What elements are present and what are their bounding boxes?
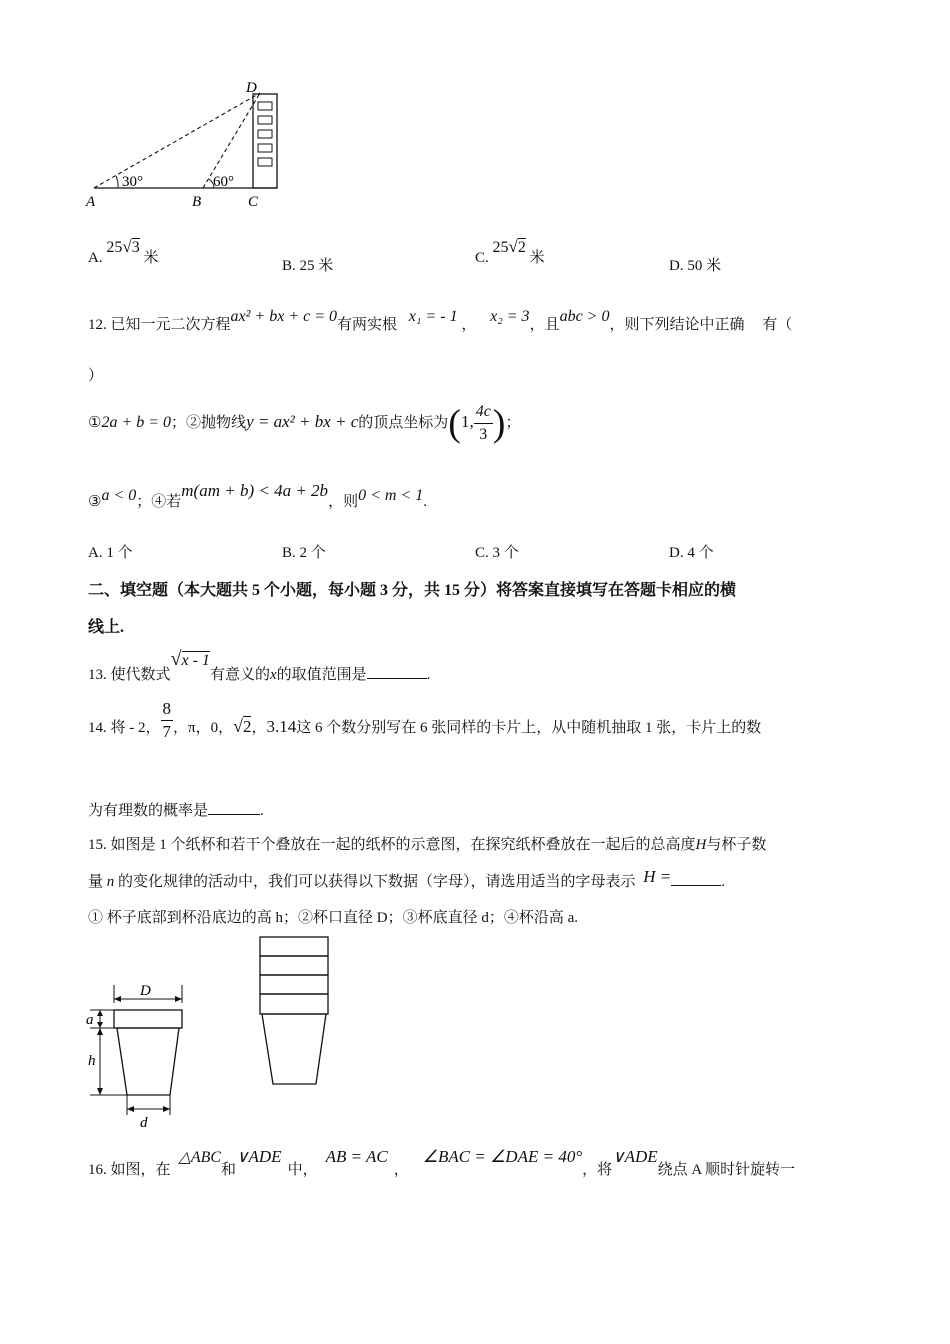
q12-s2-text: 的顶点坐标为 (358, 415, 449, 431)
q11-option-c-label: C. (475, 250, 489, 266)
q11-option-c-value: 25 (492, 239, 509, 256)
q12-s4-then: ，则 (328, 494, 359, 510)
q12-option-a: A. 1 个 (88, 545, 133, 561)
q12-text-tail: 有（ (762, 317, 793, 333)
q15-text-line1b: 与杯子数 (706, 837, 767, 853)
q14-comma: ， (251, 720, 267, 736)
left-paren: ( (448, 402, 461, 445)
q12-root-x2: x₂ = 3 (490, 308, 530, 325)
q14-text: 这 6 个数分别写在 6 张同样的卡片上，从中随机抽取 1 张，卡片上的数 (296, 720, 762, 736)
q15-line1 (88, 833, 766, 854)
q12-s4-end: . (423, 494, 427, 510)
label-d-upper: D (140, 983, 151, 999)
q12-text-then: ，则下列结论中正确 (609, 317, 745, 333)
q11-option-a-radicand: 3 (131, 239, 140, 256)
q12-s1-separator: ；②抛物线 (171, 415, 247, 431)
q16-equal-sides: AB = AC (325, 1147, 388, 1166)
q15-line2 (88, 867, 726, 891)
q12-statement-1-2 (88, 400, 520, 446)
q12-option-c: C. 3 个 (475, 545, 519, 561)
q12-separator: ， (461, 317, 477, 333)
q15-text-line1: 15. 如图是 1 个纸杯和若干个叠放在一起的纸杯的示意图，在探究纸杯叠放在一起后的总高度 (88, 837, 696, 853)
q12-s2-fraction (474, 401, 493, 446)
q13-answer-blank[interactable] (367, 678, 427, 679)
q12-option-d: D. 4 个 (669, 545, 714, 561)
q12-s2-numerator: 4c (474, 401, 493, 424)
q11-option-c (475, 237, 545, 267)
angle-a-label: 30° (122, 174, 143, 190)
sqrt-symbol: √ (233, 716, 243, 736)
q16-and: 和 (221, 1162, 237, 1178)
q16-separator: ， (393, 1162, 409, 1178)
q15-var-h: H (695, 837, 707, 853)
q14-list: ，π，0， (173, 720, 234, 736)
q16-triangle-ade-2: ∨ADE (612, 1147, 658, 1166)
label-h: h (88, 1053, 96, 1069)
q14-numerator: 8 (161, 698, 174, 721)
q12-text-and: ，且 (529, 317, 560, 333)
point-b-label: B (192, 194, 202, 210)
q14-denominator: 7 (162, 722, 171, 742)
q11-option-c-unit: 米 (529, 250, 545, 266)
q14-text-line2: 为有理数的概率是 (88, 803, 209, 819)
q15-text-line2b: 的变化规律的活动中，我们可以获得以下数据（字母），请选用适当的字母表示 (118, 874, 636, 890)
q12-stem (88, 305, 793, 333)
q15-answer-blank[interactable] (671, 885, 721, 886)
q14-prefix: 14. 将 - 2， (88, 720, 161, 736)
q15-text-line2a: 量 (88, 874, 104, 890)
q16-prefix: 16. 如图，在 (88, 1162, 171, 1178)
q15-line3: ① 杯子底部到杯沿底边的高 h；②杯口直径 D；③杯底直径 d；④杯沿高 a. (88, 910, 578, 926)
q12-s3-expression: a < 0 (101, 487, 137, 504)
q14-radicand: 2 (242, 717, 252, 736)
q11-option-a-label: A. (88, 250, 103, 266)
q14-line2 (88, 799, 264, 820)
q12-condition: abc > 0 (559, 308, 610, 325)
q12-s3-separator: ；④若 (136, 494, 182, 510)
q12-s2-denominator: 3 (479, 426, 488, 444)
q13-prefix: 13. 使代数式 (88, 667, 171, 683)
q16-equal-angles: ∠BAC = ∠DAE = 40° (422, 1147, 583, 1166)
q11-option-c-radicand: 2 (517, 239, 526, 256)
q14-answer-blank[interactable] (208, 814, 260, 815)
q14-fraction (161, 698, 174, 743)
q12-prefix: 12. 已知一元二次方程 (88, 317, 231, 333)
label-a: a (86, 1012, 94, 1028)
q13-end: . (426, 667, 431, 683)
point-c-label: C (248, 194, 259, 210)
point-a-label: A (86, 194, 96, 210)
q16-triangle-ade: ∨ADE (236, 1147, 282, 1166)
q12-equation: ax² + bx + c = 0 (230, 308, 338, 325)
q15-var-n: n (106, 874, 115, 890)
q11-option-a-value: 25 (106, 239, 123, 256)
q12-s4-expression: m(am + b) < 4a + 2b (181, 481, 329, 500)
point-d-label: D (246, 80, 257, 96)
q11-option-b: B. 25 米 (282, 258, 334, 274)
sqrt-symbol: √ (170, 648, 182, 670)
label-d-lower: d (140, 1115, 148, 1131)
section-2-heading-line1: 二、填空题（本大题共 5 个小题，每小题 3 分，共 15 分）将答案直接填写在答题卡相应的横 (88, 582, 737, 599)
q15-end: . (721, 874, 726, 890)
q12-s4-range: 0 < m < 1 (358, 487, 424, 504)
q12-text-roots: 有两实根 (337, 317, 398, 333)
q13-variable: x (269, 667, 277, 683)
q12-statement-3-4 (88, 481, 427, 510)
q13-text: 有意义的 (209, 667, 270, 683)
q12-close-paren: ） (88, 368, 104, 384)
figure-q15-single-cup (80, 975, 200, 1135)
q16 (88, 1146, 796, 1178)
q11-option-d: D. 50 米 (669, 258, 722, 274)
section-2-heading-line2: 线上. (88, 619, 125, 636)
q12-root-x1: x₁ = - 1 (408, 308, 458, 325)
q14-decimal: 3.14 (266, 717, 297, 736)
q14-end: . (260, 803, 264, 819)
figure-q15-stacked-cups (255, 932, 335, 1092)
q16-triangle-abc: △ABC (178, 1149, 222, 1166)
q16-text-rotate: ，将 (582, 1162, 613, 1178)
sqrt-symbol: √ (508, 237, 518, 256)
angle-b-label: 60° (213, 174, 234, 190)
q13-text-range: 的取值范围是 (276, 667, 367, 683)
q12-s1-expression: 2a + b = 0 (101, 414, 172, 431)
sqrt-symbol: √ (122, 237, 132, 256)
q12-option-b: B. 2 个 (282, 545, 326, 561)
q13 (88, 648, 431, 683)
q12-s2-vertex-x: 1, (460, 412, 474, 431)
q14-line1 (88, 699, 762, 751)
q12-s2-end: ； (505, 415, 521, 431)
q12-s1-marker: ① (88, 415, 102, 431)
q15-h-equals: H = (643, 867, 672, 886)
q16-text-in: 中， (287, 1162, 318, 1178)
q13-radicand: x - 1 (181, 652, 210, 669)
q12-s2-expression: y = ax² + bx + c (246, 412, 359, 431)
q11-option-a (88, 237, 159, 267)
right-paren: ) (492, 402, 506, 445)
q11-option-a-unit: 米 (143, 250, 159, 266)
q12-s3-marker: ③ (88, 494, 102, 510)
figure-q11-triangle (80, 75, 300, 215)
q16-tail: 绕点 A 顺时针旋转一 (657, 1162, 796, 1178)
